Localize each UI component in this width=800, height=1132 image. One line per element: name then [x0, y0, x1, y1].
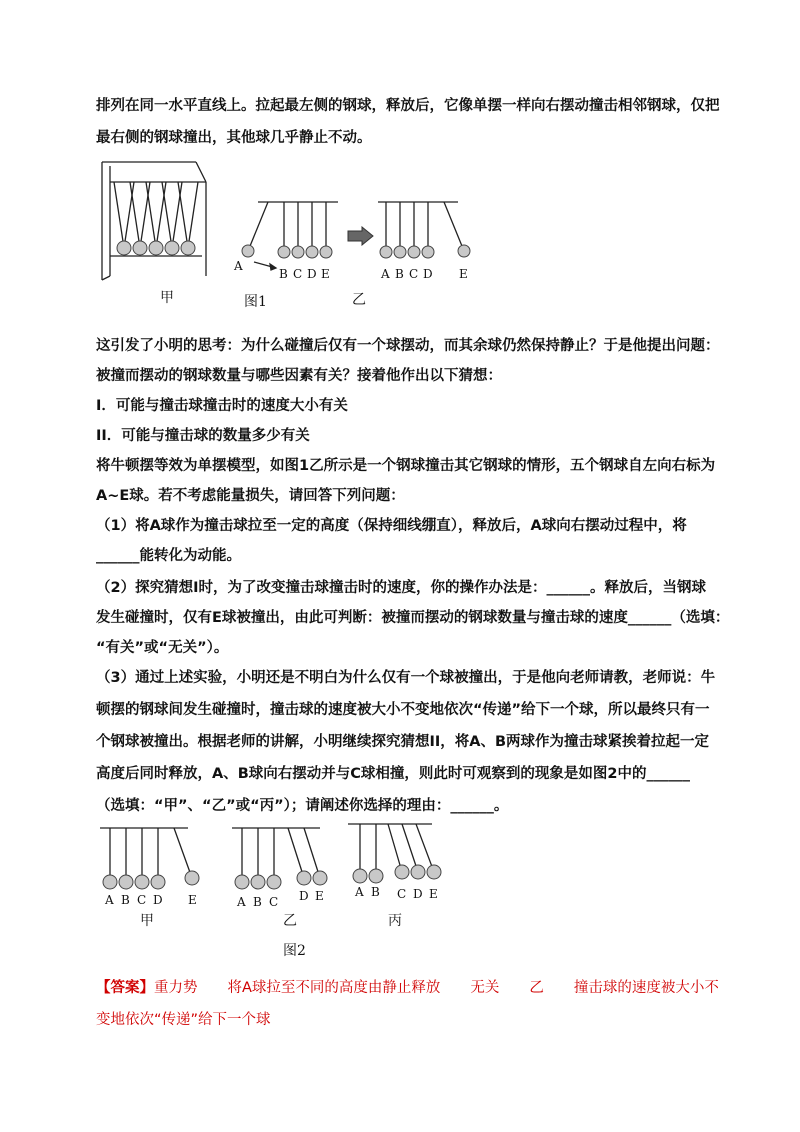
figure2-yi-ball-label: C: [269, 895, 279, 909]
figure2-jia-ball-label: B: [121, 893, 130, 907]
answer-line-2: 变地依次“传递”给下一个球: [96, 1012, 271, 1028]
figure2-bing-ball-label: B: [371, 885, 380, 899]
question-3-line-4: 高度后同时释放，A、B球向右摆动并与C球相撞，则此时可观察到的现象是如图2中的______: [96, 766, 691, 782]
answer-2: 将A球拉至不同的高度由静止释放: [227, 980, 441, 996]
question-2-line-1: （2）探究猜想I时，为了改变撞击球撞击时的速度，你的操作办法是：______。释放后，当钢球: [96, 580, 706, 596]
answer-3: 无关: [470, 980, 500, 996]
figure1-yi-left-diagram: [228, 196, 346, 286]
figure2-caption: 图2: [283, 943, 306, 959]
figure1-yi-left-ball-label: E: [321, 267, 330, 281]
figure1-yi-right-ball-label: B: [395, 267, 404, 281]
right-arrow-icon: [346, 226, 376, 246]
figure2-bing-diagram: [346, 818, 456, 908]
text-p1: 这引发了小明的思考：为什么碰撞后仅有一个球摆动，而其余球仍然保持静止？于是他提出问题：: [96, 338, 720, 354]
question-1-line-1: （1）将A球作为撞击球拉至一定的高度（保持细线绷直），释放后，A球向右摆动过程中，将: [96, 518, 687, 534]
question-3-line-1: （3）通过上述实验，小明还是不明白为什么仅有一个球被撞出，于是他向老师请教，老师说：牛: [96, 670, 716, 686]
question-3-line-5: （选填：“甲”、“乙”或“丙”）；请阐述你选择的理由：______。: [96, 798, 509, 814]
figure2-jia-ball-label: C: [137, 893, 147, 907]
figure2-bing-ball-label: D: [413, 887, 423, 901]
figure2-bing-ball-label: C: [397, 887, 407, 901]
figure1-jia-cradle: [96, 156, 216, 286]
figure2-yi-ball-label: E: [315, 889, 324, 903]
answer-tag: 【答案】: [96, 980, 154, 996]
answer-1: 重力势: [154, 980, 198, 996]
text-p2: 被撞而摆动的钢球数量与哪些因素有关？接着他作出以下猜想：: [96, 368, 502, 384]
text-p3: 将牛顿摆等效为单摆模型，如图1乙所示是一个钢球撞击其它钢球的情形，五个钢球自左向右标为: [96, 458, 716, 474]
figure2-jia-ball-label: D: [153, 893, 163, 907]
figure2-jia-label: 甲: [140, 913, 154, 929]
figure1-jia-label: 甲: [160, 290, 174, 306]
figure1-yi-left-ball-label: B: [279, 267, 288, 281]
figure1-yi-label: 乙: [352, 292, 366, 308]
intro-line-1: 排列在同一水平直线上。拉起最左侧的钢球，释放后，它像单摆一样向右摆动撞击相邻钢球，仅把: [96, 98, 720, 114]
figure2-yi-label: 乙: [283, 913, 297, 929]
figure1-yi-right-ball-label: C: [409, 267, 419, 281]
figure2-yi-ball-label: A: [237, 895, 246, 909]
figure2-jia-diagram: [96, 822, 216, 912]
answer-4: 乙: [529, 980, 544, 996]
figure2-yi-diagram: [230, 822, 340, 912]
figure1-caption: 图1: [244, 294, 267, 310]
answer-line-1: [96, 978, 719, 998]
answer-5: 撞击球的速度被大小不: [573, 980, 719, 996]
figure2-bing-ball-label: E: [429, 887, 438, 901]
figure1-yi-left-ball-label: D: [307, 267, 317, 281]
figure2-bing-label: 丙: [388, 913, 402, 929]
question-3-line-2: 顿摆的钢球间发生碰撞时，撞击球的速度被大小不变地依次“传递”给下一个球，所以最终只有一: [96, 702, 710, 718]
figure1-yi-right-ball-label: D: [423, 267, 433, 281]
question-2-line-2: 发生碰撞时，仅有E球被撞出，由此可判断：被撞而摆动的钢球数量与撞击球的速度______（选填：: [96, 610, 730, 626]
hypothesis-1: I．可能与撞击球撞击时的速度大小有关: [96, 398, 348, 414]
figure1-yi-left-ball-label: C: [293, 267, 303, 281]
figure2-yi-ball-label: B: [253, 895, 262, 909]
figure2-bing-ball-label: A: [355, 885, 364, 899]
question-1-line-2: ______能转化为动能。: [96, 548, 241, 564]
question-2-line-3: “有关”或“无关”）。: [96, 640, 229, 656]
figure1-yi-right-ball-label: E: [459, 267, 468, 281]
question-3-line-3: 个钢球被撞出。根据老师的讲解，小明继续探究猜想II，将A、B两球作为撞击球紧挨着拉起一定: [96, 734, 710, 750]
figure2-jia-ball-label: A: [105, 893, 114, 907]
figure2-jia-ball-label: E: [188, 893, 197, 907]
figure2-yi-ball-label: D: [299, 889, 309, 903]
figure1-yi-right-ball-label: A: [381, 267, 390, 281]
intro-line-2: 最右侧的钢球撞出，其他球几乎静止不动。: [96, 130, 372, 146]
figure1-yi-left-ball-label: A: [234, 259, 243, 273]
text-p4: A~E球。若不考虑能量损失，请回答下列问题：: [96, 488, 405, 504]
hypothesis-2: II．可能与撞击球的数量多少有关: [96, 428, 310, 444]
figure1-yi-right-diagram: [374, 196, 490, 286]
